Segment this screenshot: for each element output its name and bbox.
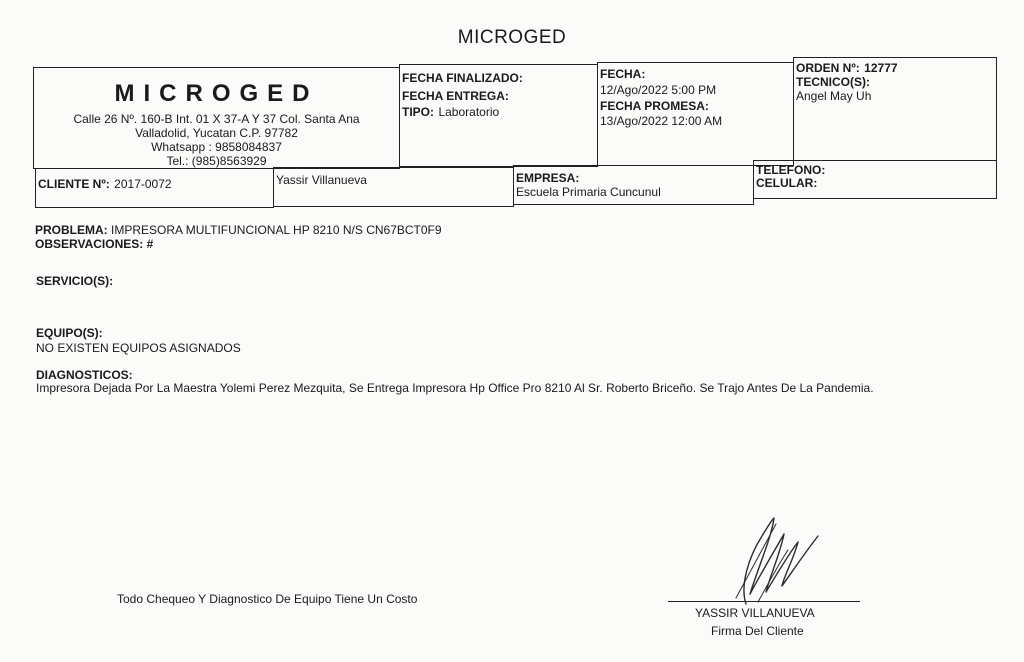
cliente-value: 2017-0072	[114, 177, 172, 191]
problema-line	[35, 224, 442, 237]
cliente-nombre: Yassir Villanueva	[276, 173, 367, 187]
company-tel: Tel.: (985)8563929	[166, 154, 267, 168]
cliente-nombre-box	[273, 167, 514, 207]
problema-label: PROBLEMA:	[35, 223, 108, 237]
signature-scribble	[718, 506, 828, 616]
cliente-label: CLIENTE Nº:	[38, 177, 110, 191]
fecha-promesa-value: 13/Ago/2022 12:00 AM	[600, 114, 723, 128]
fecha-promesa-label: FECHA PROMESA:	[600, 99, 709, 113]
cliente-box	[35, 168, 274, 208]
tipo-label: TIPO:	[402, 105, 434, 119]
tipo-value: Laboratorio	[438, 105, 500, 119]
fecha-entrega-label: FECHA ENTREGA:	[402, 89, 509, 103]
signature-caption: Firma Del Cliente	[711, 624, 804, 638]
empresa-value: Escuela Primaria Cuncunul	[516, 185, 661, 199]
telefono-label: TELEFONO:	[756, 163, 826, 177]
dates-box	[399, 64, 598, 167]
orden-value: 12777	[864, 61, 898, 75]
company-name: MICROGED	[114, 80, 319, 107]
company-address-line1: Calle 26 Nº. 160-B Int. 01 X 37-A Y 37 Col. Santa Ana	[73, 112, 360, 126]
company-box	[33, 67, 400, 169]
document-title: MICROGED	[457, 27, 567, 48]
equipos-label: EQUIPO(S):	[36, 326, 103, 340]
diagnosticos-label: DIAGNOSTICOS:	[36, 368, 133, 382]
observaciones-label: OBSERVACIONES:	[35, 237, 144, 251]
fecha-finalizado-label: FECHA FINALIZADO:	[402, 71, 523, 85]
tecnico-label: TECNICO(S):	[796, 75, 870, 89]
footer-note: Todo Chequeo Y Diagnostico De Equipo Tiene Un Costo	[117, 592, 418, 606]
orden-label: ORDEN Nº:	[796, 61, 860, 75]
observaciones-line	[35, 238, 153, 251]
problema-value: IMPRESORA MULTIFUNCIONAL HP 8210 N/S CN67BCT0F9	[111, 223, 442, 237]
celular-label: CELULAR:	[756, 176, 818, 190]
equipos-value: NO EXISTEN EQUIPOS ASIGNADOS	[36, 341, 241, 355]
fecha-value: 12/Ago/2022 5:00 PM	[600, 83, 717, 97]
fecha-label: FECHA:	[600, 67, 646, 81]
signature-name: YASSIR VILLANUEVA	[695, 606, 815, 620]
signature-line	[668, 601, 860, 602]
telefono-box	[753, 160, 997, 199]
observaciones-value: #	[146, 237, 154, 251]
orden-box	[793, 57, 997, 161]
tecnico-value: Angel May Uh	[796, 89, 872, 103]
fecha-box	[597, 62, 794, 166]
company-address-line2: Valladolid, Yucatan C.P. 97782	[135, 126, 298, 140]
diagnosticos-value: Impresora Dejada Por La Maestra Yolemi Perez Mezquita, Se Entrega Impresora Hp Office Pro 8210 Al Sr. Roberto Briceño. Se Trajo Antes De La Pandemia.	[36, 381, 874, 395]
servicios-label: SERVICIO(S):	[36, 274, 114, 288]
empresa-box	[513, 165, 754, 205]
company-whatsapp: Whatsapp : 9858084837	[151, 140, 282, 154]
empresa-label: EMPRESA:	[516, 171, 580, 185]
